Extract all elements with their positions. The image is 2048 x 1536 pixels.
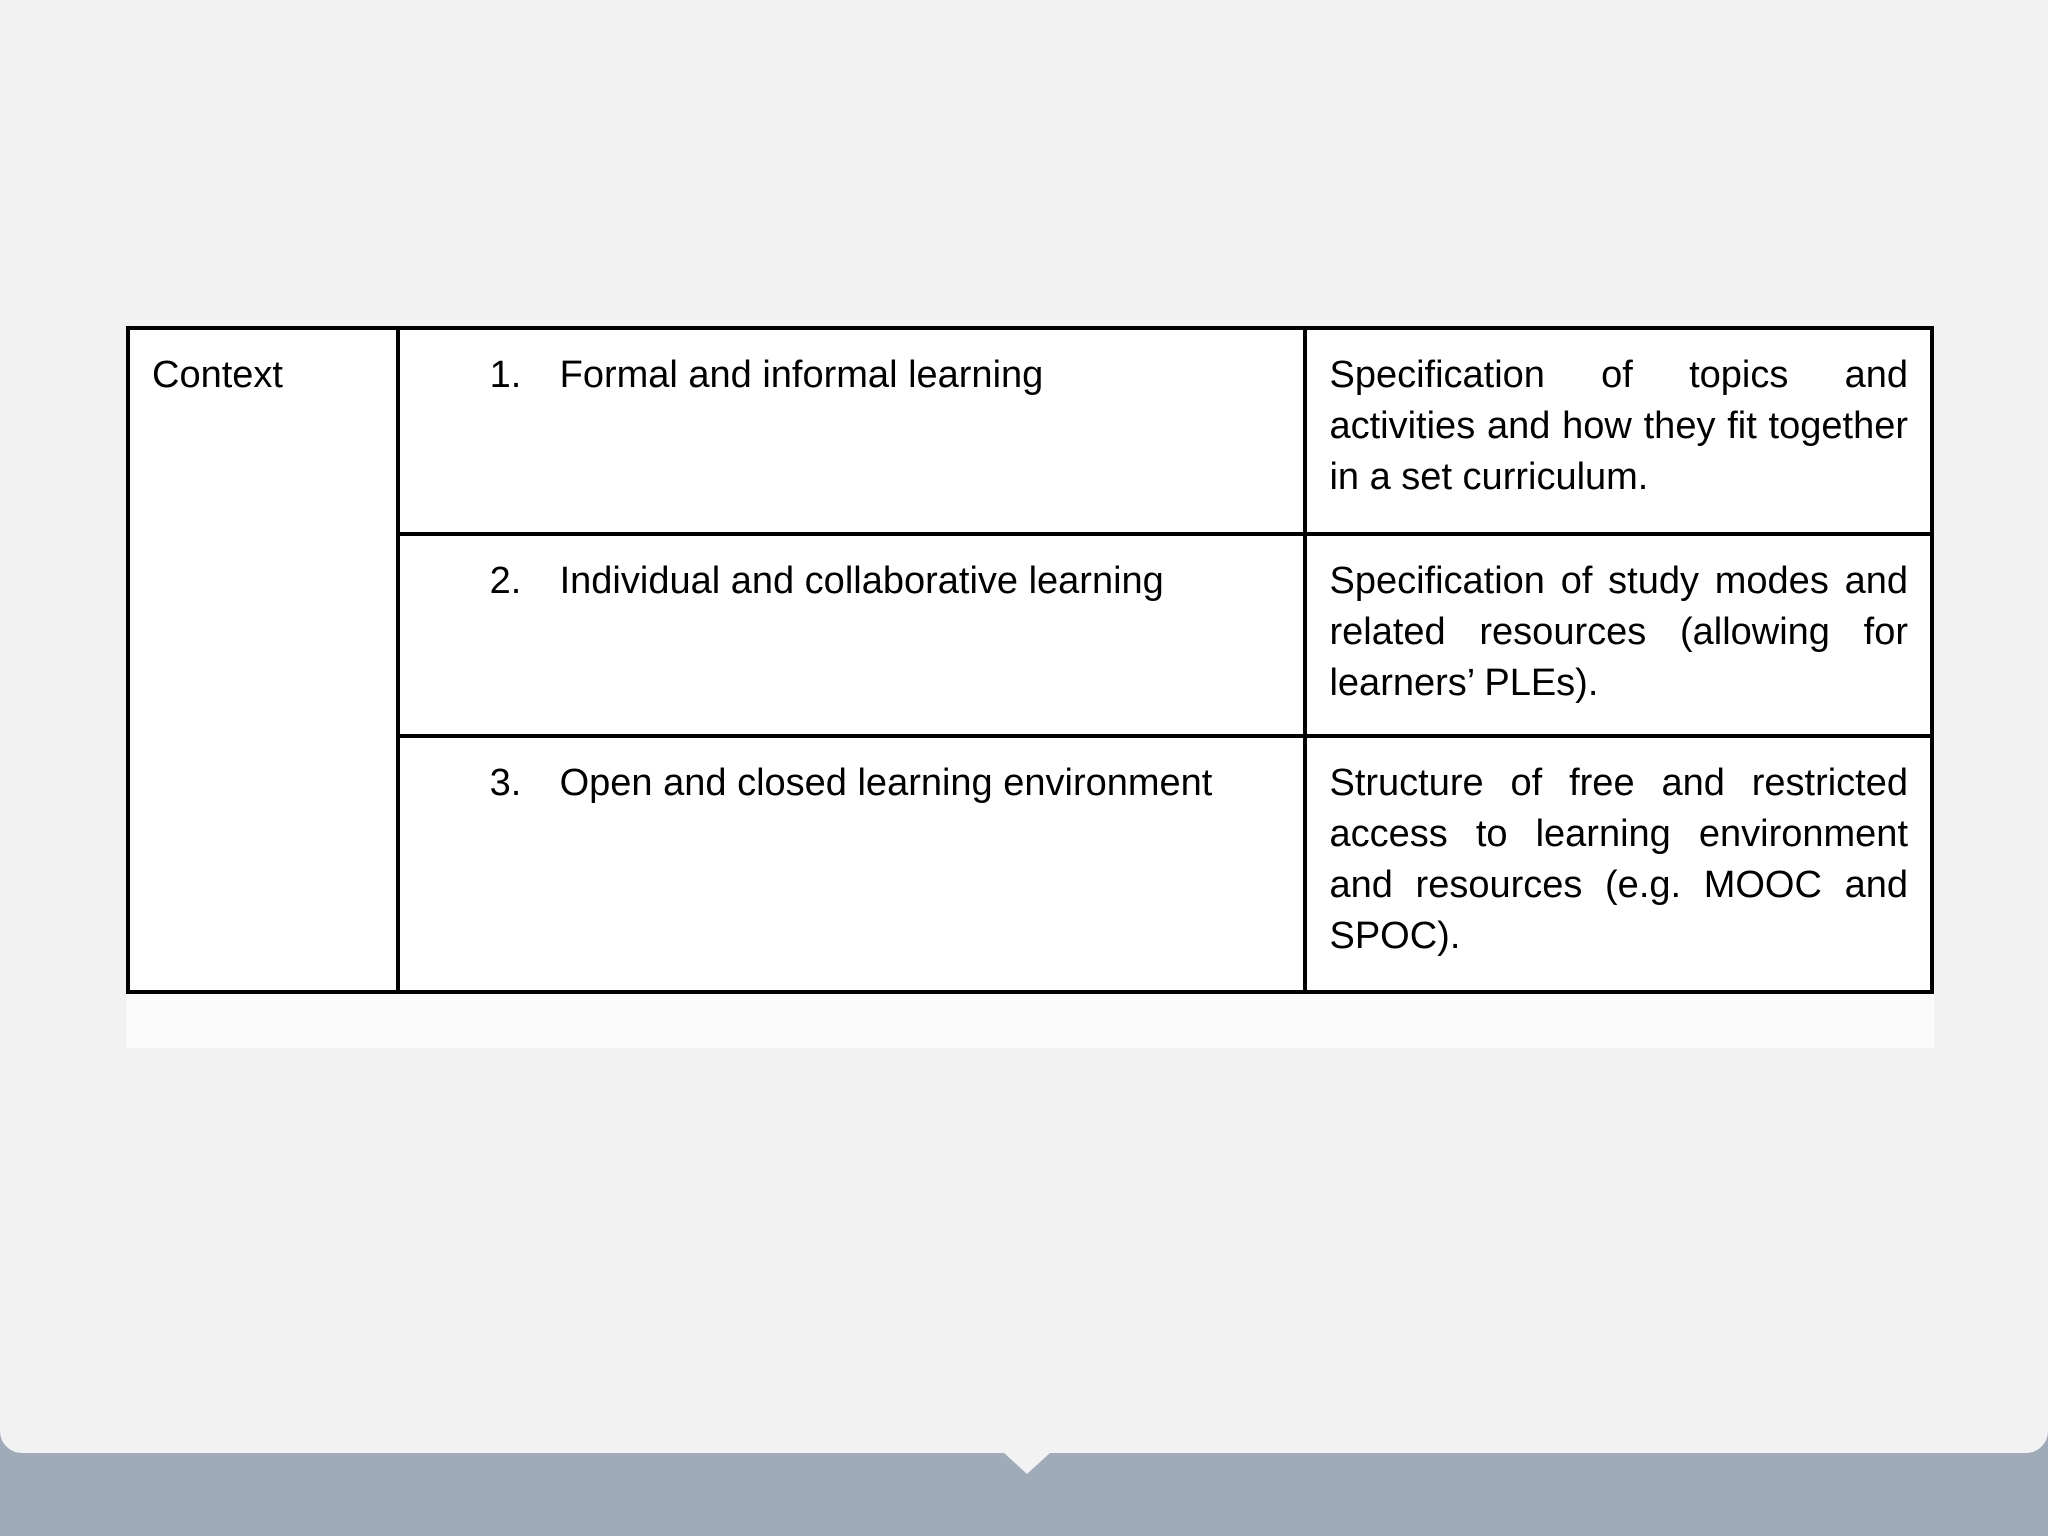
category-label: Context (152, 354, 283, 396)
item-description: Specification of study modes and related resources (allowing for learners’ PLEs). (1329, 560, 1908, 704)
description-cell (1305, 736, 1932, 992)
item-description: Structure of free and restricted access to learning environment and resources (e.g. MOOC and SPOC). (1329, 762, 1908, 957)
item-description: Specification of topics and activities and how they fit together in a set curriculum. (1329, 354, 1908, 498)
slide-page (126, 326, 1934, 1048)
item-cell (398, 328, 1306, 534)
item-number: 3. (489, 762, 522, 804)
item-number: 2. (489, 560, 522, 602)
category-cell (128, 328, 398, 992)
context-table (126, 326, 1934, 994)
item-label: Open and closed learning environment (559, 762, 1213, 804)
panel-pointer (1003, 1452, 1051, 1474)
table-row (128, 534, 1932, 736)
description-cell (1305, 328, 1932, 534)
table-row (128, 328, 1932, 534)
description-cell (1305, 534, 1932, 736)
table-row (128, 736, 1932, 992)
item-cell (398, 534, 1306, 736)
item-cell (398, 736, 1306, 992)
item-number: 1. (489, 354, 522, 396)
item-label: Individual and collaborative learning (559, 560, 1164, 602)
item-label: Formal and informal learning (559, 354, 1044, 396)
